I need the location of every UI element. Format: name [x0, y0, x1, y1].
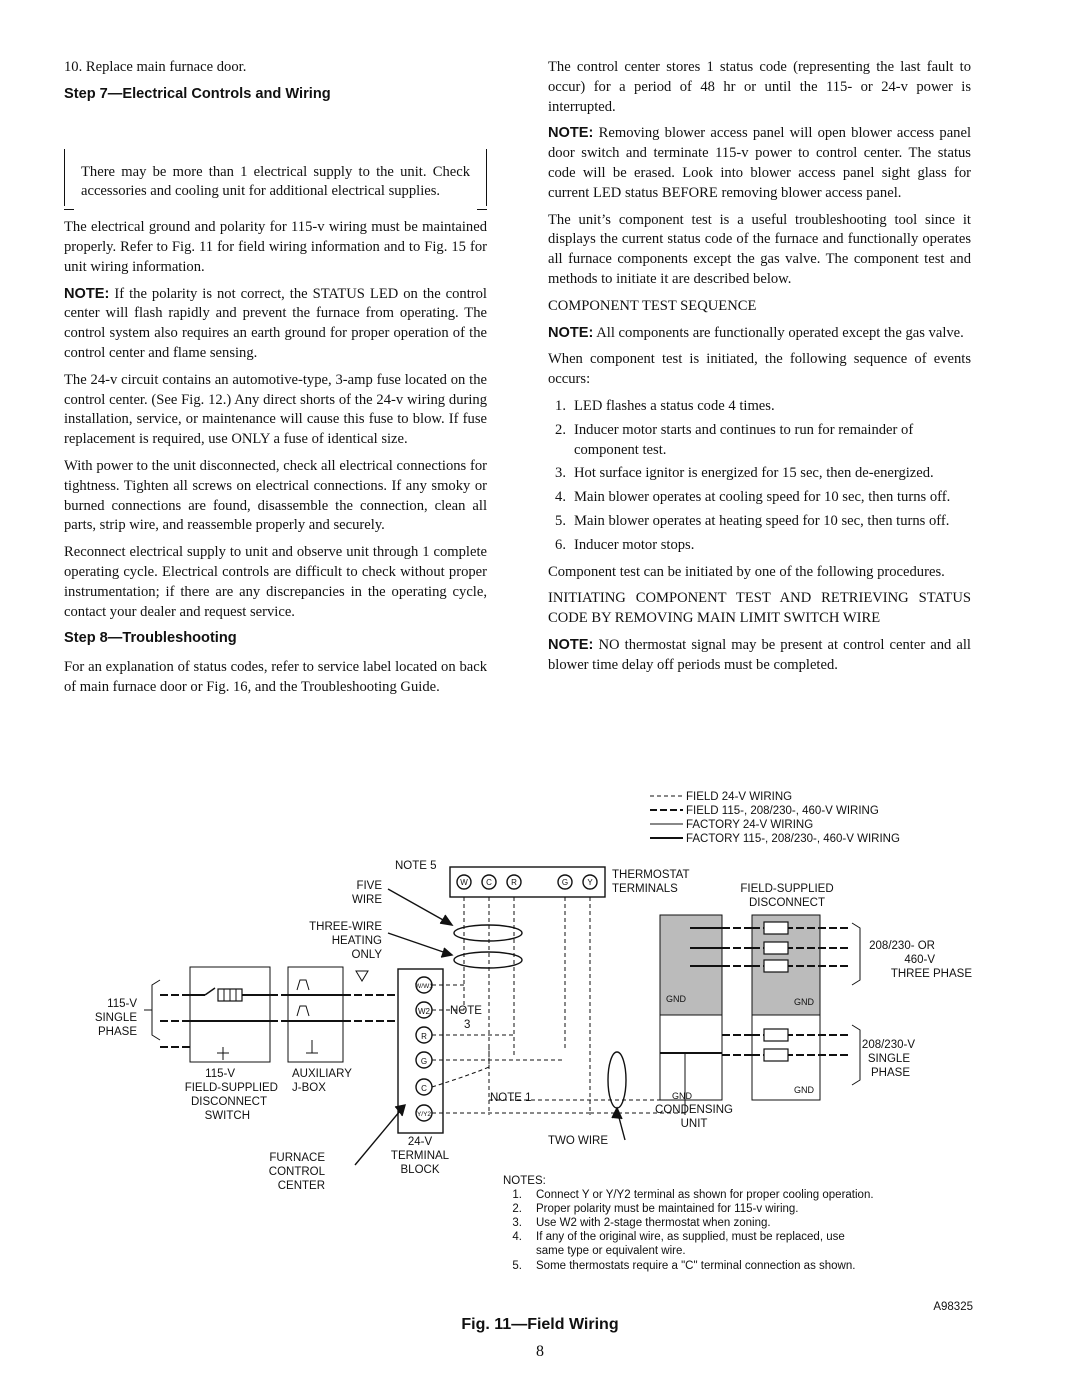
furnace-cc-label-3: CENTER	[277, 1180, 325, 1192]
single-phase-l-label-3: PHASE	[98, 1026, 137, 1038]
legend-field-115v: FIELD 115-, 208/230-, 460-V WIRING	[686, 805, 879, 817]
note-label: NOTE:	[548, 324, 594, 341]
terminal-block-label-3: BLOCK	[400, 1164, 440, 1176]
note-label: NOTE:	[548, 636, 594, 653]
single-phase-l-label-2: SINGLE	[94, 1012, 137, 1024]
list-item: 5. Main blower operates at heating speed for 10 sec, then turns off.	[555, 512, 950, 529]
terminal-block-terminals	[415, 983, 433, 1118]
single-phase-r-label-2: SINGLE	[867, 1053, 910, 1065]
five-wire-label-2: WIRE	[351, 894, 382, 906]
polarity-note-text: If the polarity is not correct, the STATUS LED on the control center will flash rapidly and prevent the furnace from operating. The control system also requires an earth ground for proper operation of the control center and flame sensing.	[64, 285, 487, 361]
note1-label: NOTE 1	[490, 1092, 532, 1104]
field-disconnect-label-1: FIELD-SUPPLIED	[740, 883, 834, 895]
figure-caption: Fig. 11—Field Wiring	[461, 1316, 619, 1333]
block-term-w2: W2	[418, 1007, 430, 1016]
list-item: 6. Inducer motor stops.	[555, 536, 695, 553]
reconnect-paragraph: Reconnect electrical supply to unit and observe unit through 1 complete operating cycle. Electrical controls are difficult to check without proper instrumentation; if there are any discrepancies in the operating cycle, contact your dealer and request service.	[64, 544, 487, 620]
warning-box	[64, 149, 487, 207]
tstat-term-g: G	[561, 878, 569, 887]
sequence-intro: When component test is initiated, the following sequence of events occurs:	[548, 351, 971, 388]
notes-heading: NOTES:	[503, 1175, 546, 1187]
block-term-r: R	[421, 1032, 427, 1041]
note-label: NOTE:	[64, 285, 110, 302]
disc-115-label-3: DISCONNECT	[190, 1096, 267, 1108]
gnd-label: GND	[666, 994, 686, 1004]
diagram-notes	[503, 1175, 874, 1272]
left-column	[64, 58, 487, 705]
block-term-y2: Y/Y2	[416, 1111, 432, 1118]
sequence-list	[548, 397, 971, 556]
disc-115-label-1: 115-V	[205, 1068, 235, 1080]
thermostat-label-2: TERMINALS	[612, 883, 678, 895]
three-phase-label-3: THREE PHASE	[890, 968, 972, 980]
note-text: Use W2 with 2-stage thermostat when zoning.	[536, 1217, 771, 1229]
note-number: 2.	[512, 1203, 522, 1215]
blower-panel-note	[548, 124, 971, 203]
blower-panel-note-text: Removing blower access panel will open blower access panel door switch and terminate 115-v power to control center. The status code will be erased. Look into blower access panel sight glass for current LED status BEFORE removing blower access panel.	[548, 125, 971, 201]
three-phase-label-1: 208/230- OR	[869, 940, 935, 952]
block-term-c: C	[421, 1084, 427, 1093]
note-text: Proper polarity must be maintained for 115-v wiring.	[536, 1203, 799, 1215]
legend-factory-24v: FACTORY 24-V WIRING	[686, 819, 814, 831]
list-item: 1. LED flashes a status code 4 times.	[555, 397, 775, 414]
status-store-paragraph: The control center stores 1 status code (representing the last fault to occur) for a period of 48 hr or until the 115- or 24-v power is interrupted.	[548, 59, 971, 115]
furnace-cc-label-1: FURNACE	[269, 1152, 325, 1164]
note-text: Connect Y or Y/Y2 terminal as shown for proper cooling operation.	[536, 1189, 874, 1201]
status-code-paragraph: For an explanation of status codes, refer to service label located on back of main furnace door or Fig. 16, and the Troubleshooting Guide.	[64, 659, 487, 695]
warning-text: There may be more than 1 electrical supply to the unit. Check accessories and cooling unit for additional electrical supplies.	[81, 163, 470, 200]
note-text: same type or equivalent wire.	[536, 1245, 686, 1257]
three-wire-label-1: THREE-WIRE	[309, 921, 382, 933]
fuse-paragraph: The 24-v circuit contains an automotive-type, 3-amp fuse located on the control center. (See Fig. 12.) Any direct shorts of the 24-v wiring during installation, service, or maintenance will cause this fuse to blow. If fuse replacement is required, use ONLY a fuse of identical size.	[64, 371, 487, 448]
ground-polarity-paragraph: The electrical ground and polarity for 115-v wiring must be maintained properly. Refer to Fig. 11 for field wiring information and to Fig. 15 for unit wiring information.	[64, 219, 487, 275]
note-number: 3.	[512, 1217, 522, 1229]
initiating-heading: INITIATING COMPONENT TEST AND RETRIEVING STATUS CODE BY REMOVING MAIN LIMIT SWITCH WIRE	[548, 590, 971, 627]
note-text: If any of the original wire, as supplied, must be replaced, use	[536, 1231, 845, 1243]
tstat-term-c: C	[486, 878, 492, 887]
gnd-label: GND	[794, 1085, 814, 1095]
right-column	[548, 58, 971, 683]
step7-heading: Step 7—Electrical Controls and Wiring	[64, 85, 331, 102]
note5-label: NOTE 5	[395, 860, 437, 872]
polarity-note	[64, 285, 487, 364]
note3-label-1: NOTE	[450, 1005, 482, 1017]
legend	[686, 791, 900, 845]
terminal-block-label-2: TERMINAL	[390, 1150, 450, 1162]
tstat-term-r: R	[511, 878, 517, 887]
legend-factory-115v: FACTORY 115-, 208/230-, 460-V WIRING	[686, 833, 900, 845]
thermostat-label-1: THERMOSTAT	[612, 869, 690, 881]
thermostat-signal-note	[548, 636, 971, 676]
thermostat-terminals	[460, 878, 593, 887]
note-number: 4.	[512, 1231, 522, 1243]
list-item: 4. Main blower operates at cooling speed for 10 sec, then turns off.	[555, 489, 951, 506]
component-test-paragraph: The unit’s component test is a useful troubleshooting tool since it displays the current status code of the furnace and functionally operates all furnace components except the gas valve. The component test and methods to initiate it are described below.	[548, 211, 971, 287]
single-phase-r-label-1: 208/230-V	[861, 1039, 915, 1051]
aux-jbox-label-2: J-BOX	[292, 1082, 326, 1094]
condensing-label-2: UNIT	[680, 1118, 708, 1130]
procedures-paragraph: Component test can be initiated by one of the following procedures.	[548, 563, 945, 580]
page-number: 8	[536, 1343, 544, 1360]
tighten-paragraph: With power to the unit disconnected, check all electrical connections for tightness. Tighten all screws on electrical connections. If any smoky or burned connections are found, disassemble the connection, clean all parts, strip wire, and reassemble properly and securely.	[64, 457, 487, 534]
block-term-w1: W/W1	[415, 983, 433, 990]
terminal-block-label-1: 24-V	[407, 1136, 433, 1148]
note-number: 1.	[512, 1189, 522, 1201]
thermostat-signal-note-text: NO thermostat signal may be present at control center and all blower time delay off periods must be completed.	[548, 636, 971, 673]
gas-valve-note	[548, 324, 971, 344]
disc-115-label-2: FIELD-SUPPLIED	[184, 1082, 278, 1094]
field-wiring-diagram	[0, 785, 1080, 1325]
note-label: NOTE:	[548, 125, 594, 142]
gnd-label: GND	[672, 1091, 692, 1101]
note-number: 5.	[512, 1260, 522, 1272]
list-item: 3. Hot surface ignitor is energized for 15 sec, then de-energized.	[555, 465, 934, 482]
five-wire-label-1: FIVE	[356, 880, 382, 892]
three-phase-label-2: 460-V	[904, 954, 935, 966]
gnd-label: GND	[794, 997, 814, 1007]
furnace-cc-label-2: CONTROL	[268, 1166, 325, 1178]
step8-heading: Step 8—Troubleshooting	[64, 630, 237, 647]
field-disconnect-label-2: DISCONNECT	[748, 897, 826, 909]
two-wire-label: TWO WIRE	[547, 1135, 608, 1147]
note3-label-2: 3	[464, 1019, 471, 1031]
three-wire-label-3: ONLY	[351, 949, 382, 961]
tstat-term-y: Y	[587, 878, 593, 887]
tstat-term-w: W	[460, 878, 468, 887]
aux-jbox-label-1: AUXILIARY	[292, 1068, 352, 1080]
sequence-heading: COMPONENT TEST SEQUENCE	[548, 297, 757, 314]
diagram-code: A98325	[933, 1301, 973, 1313]
legend-field-24v: FIELD 24-V WIRING	[686, 791, 793, 803]
list-item: 2. Inducer motor starts and continues to run for remainder of component test.	[555, 421, 914, 458]
three-wire-label-2: HEATING	[331, 935, 382, 947]
gas-valve-note-text: All components are functionally operated except the gas valve.	[596, 324, 964, 341]
replace-door-step: 10. Replace main furnace door.	[64, 59, 247, 75]
condensing-label-1: CONDENSING	[655, 1104, 733, 1116]
single-phase-l-label-1: 115-V	[107, 998, 137, 1010]
disc-115-label-4: SWITCH	[204, 1110, 250, 1122]
block-term-g: G	[420, 1057, 428, 1066]
note-text: Some thermostats require a "C" terminal connection as shown.	[536, 1260, 856, 1272]
single-phase-r-label-3: PHASE	[871, 1067, 910, 1079]
